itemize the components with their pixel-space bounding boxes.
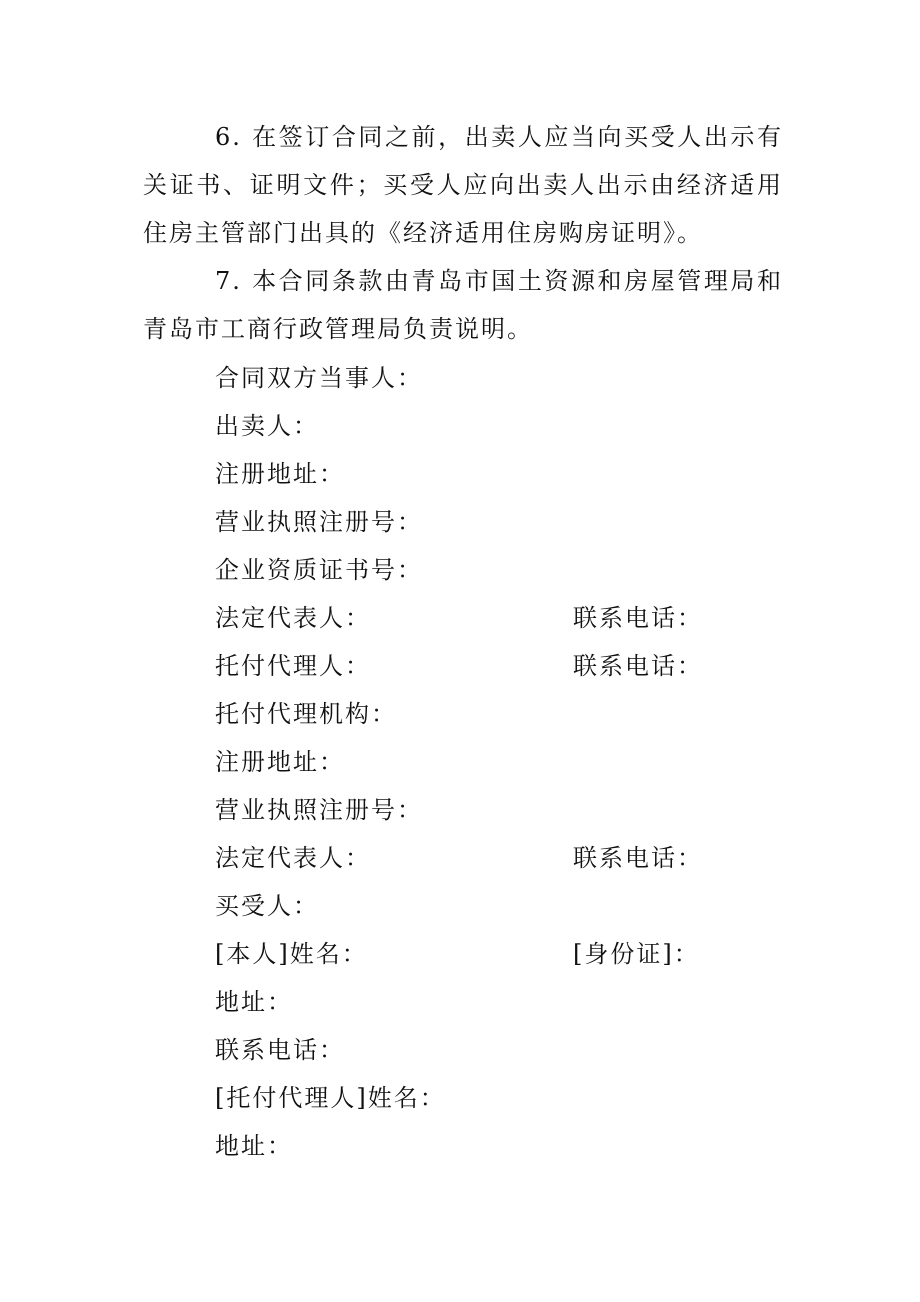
seller-legal-rep-row: [215, 594, 775, 642]
parties-heading: 合同双方当事人：: [215, 364, 423, 392]
buyer-address-label: 地址：: [215, 988, 293, 1016]
seller-agent-row: [215, 642, 775, 690]
seller-legal-rep-phone-label: 联系电话：: [573, 604, 703, 632]
agency-legal-rep-phone-label: 联系电话：: [573, 844, 703, 872]
buyer-agent-address-label: 地址：: [215, 1132, 293, 1160]
seller-label: 出卖人：: [215, 412, 319, 440]
clause-6-paragraph: 6. 在签订合同之前，出卖人应当向买受人出示有关证书、证明文件；买受人应向出卖人出示由经济适用住房主管部门出具的《经济适用住房购房证明》。: [143, 123, 783, 247]
clause-7-paragraph: 7. 本合同条款由青岛市国土资源和房屋管理局和青岛市工商行政管理局负责说明。: [143, 267, 783, 343]
seller-address-label: 注册地址：: [215, 460, 345, 488]
buyer-id-label: [身份证]：: [573, 940, 700, 968]
seller-legal-rep-label: 法定代表人：: [215, 604, 371, 632]
seller-license-label: 营业执照注册号：: [215, 508, 423, 536]
buyer-phone-label: 联系电话：: [215, 1036, 345, 1064]
agency-license-label: 营业执照注册号：: [215, 796, 423, 824]
agency-legal-rep-label: 法定代表人：: [215, 844, 371, 872]
buyer-label: 买受人：: [215, 892, 319, 920]
seller-agent-label: 托付代理人：: [215, 652, 371, 680]
buyer-name-label: [本人]姓名：: [215, 940, 368, 968]
agency-legal-rep-row: [215, 834, 775, 882]
buyer-agent-name-label: [托付代理人]姓名：: [215, 1084, 446, 1112]
agency-label: 托付代理机构：: [215, 700, 397, 728]
buyer-name-row: [215, 930, 775, 978]
seller-qualification-label: 企业资质证书号：: [215, 556, 423, 584]
agency-address-label: 注册地址：: [215, 748, 345, 776]
seller-agent-phone-label: 联系电话：: [573, 652, 703, 680]
